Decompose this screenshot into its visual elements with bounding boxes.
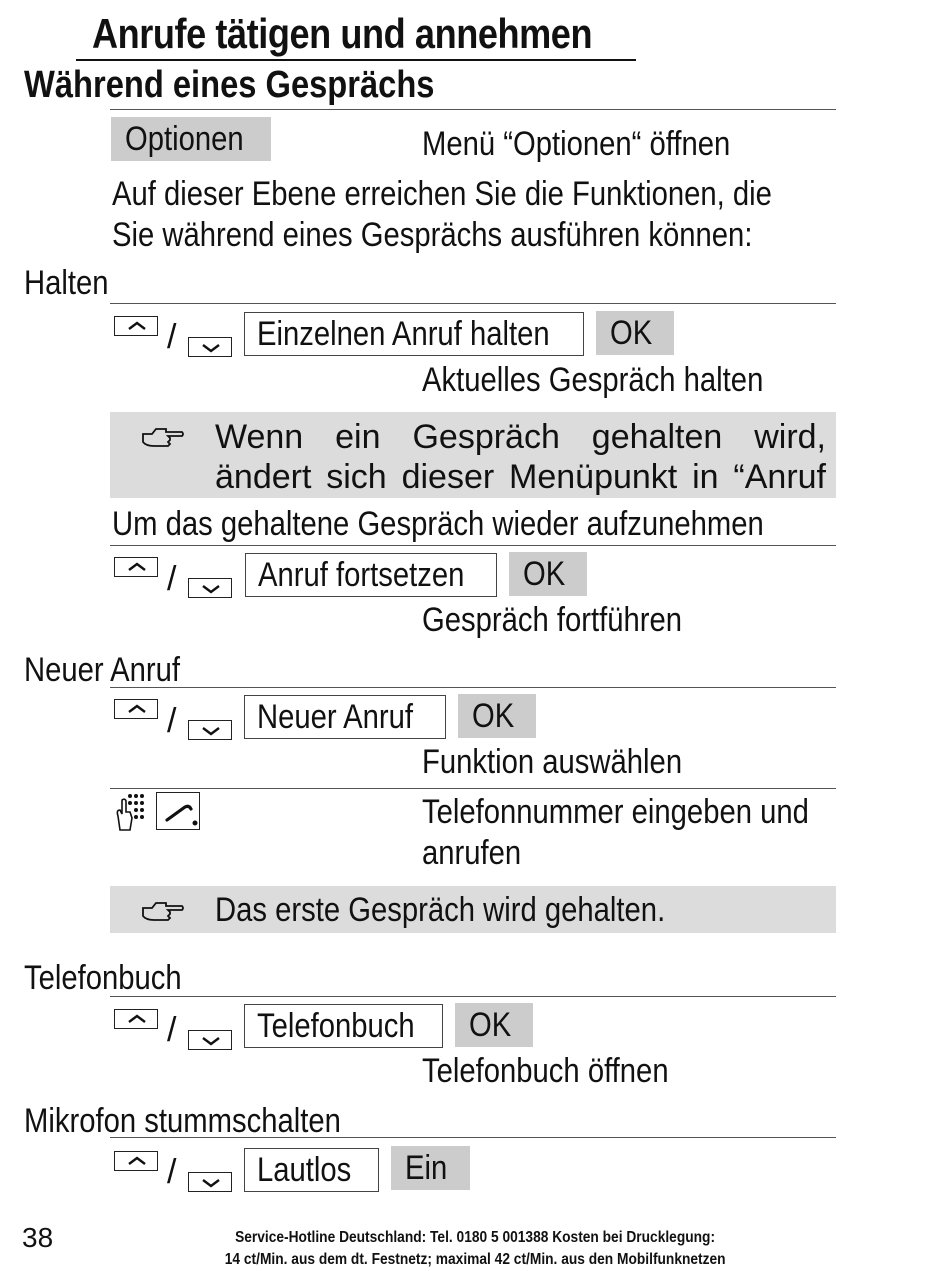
- options-softkey[interactable]: Optionen: [111, 117, 271, 161]
- slash: /: [167, 1153, 177, 1191]
- ok-softkey[interactable]: OK: [596, 311, 674, 355]
- menu-item-lautlos[interactable]: Lautlos: [244, 1148, 379, 1192]
- pointing-hand-icon: [140, 424, 186, 457]
- note-box: [110, 886, 836, 933]
- divider: [110, 996, 836, 997]
- divider: [110, 687, 836, 688]
- intro-text-line2: Sie während eines Gesprächs ausführen können:: [112, 216, 753, 254]
- note-text: Wenn ein Gespräch gehalten wird, ändert sich dieser Menüpunkt in “Anruf: [215, 418, 826, 496]
- nav-down-key-icon[interactable]: [188, 1172, 232, 1192]
- note-box: [110, 412, 836, 498]
- heading-halten: Halten: [24, 264, 109, 302]
- dial-description-line1: Telefonnummer eingeben und: [422, 793, 809, 831]
- menu-item-einzelnen-anruf-halten[interactable]: Einzelnen Anruf halten: [244, 312, 584, 356]
- slash: /: [167, 702, 177, 740]
- slash: /: [167, 560, 177, 598]
- options-description: Menü “Optionen“ öffnen: [422, 125, 731, 163]
- heading-telefonbuch: Telefonbuch: [24, 959, 182, 997]
- ok-softkey[interactable]: OK: [458, 694, 536, 738]
- nav-up-key-icon[interactable]: [114, 1009, 158, 1029]
- halten-description: Aktuelles Gespräch halten: [422, 361, 764, 399]
- ein-softkey[interactable]: Ein: [391, 1146, 470, 1190]
- divider: [110, 788, 836, 789]
- nav-up-key-icon[interactable]: [114, 1151, 158, 1171]
- divider: [110, 1137, 836, 1138]
- footer-line1: Service-Hotline Deutschland: Tel. 0180 5 001388 Kosten bei Drucklegung:: [235, 1229, 715, 1246]
- resume-description: Gespräch fortführen: [422, 601, 683, 639]
- pointing-hand-icon: [140, 898, 186, 931]
- call-key-icon[interactable]: [156, 792, 200, 830]
- title-rule: [76, 59, 636, 61]
- page-number: 38: [22, 1222, 54, 1253]
- menu-item-anruf-fortsetzen[interactable]: Anruf fortsetzen: [245, 553, 497, 597]
- menu-item-neuer-anruf[interactable]: Neuer Anruf: [244, 695, 446, 739]
- divider: [110, 303, 836, 304]
- neuer-anruf-description: Funktion auswählen: [422, 743, 683, 781]
- nav-down-key-icon[interactable]: [188, 337, 232, 357]
- heading-mikrofon-stummschalten: Mikrofon stummschalten: [24, 1102, 341, 1140]
- ok-softkey[interactable]: OK: [455, 1003, 533, 1047]
- section-title: Während eines Gesprächs: [24, 64, 435, 106]
- divider: [110, 545, 836, 546]
- dial-description-line2: anrufen: [422, 834, 522, 872]
- nav-down-key-icon[interactable]: [188, 578, 232, 598]
- nav-up-key-icon[interactable]: [114, 316, 158, 336]
- note-text: Das erste Gespräch wird gehalten.: [215, 891, 666, 929]
- nav-down-key-icon[interactable]: [188, 720, 232, 740]
- resume-text: Um das gehaltene Gespräch wieder aufzunehmen: [112, 505, 764, 543]
- page-title: Anrufe tätigen und annehmen: [92, 10, 593, 57]
- ok-softkey[interactable]: OK: [509, 552, 587, 596]
- footer-line2: 14 ct/Min. aus dem dt. Festnetz; maximal 42 ct/Min. aus den Mobilfunknetzen: [224, 1251, 726, 1268]
- nav-up-key-icon[interactable]: [114, 699, 158, 719]
- nav-down-key-icon[interactable]: [188, 1030, 232, 1050]
- telefonbuch-description: Telefonbuch öffnen: [422, 1052, 669, 1090]
- heading-neuer-anruf: Neuer Anruf: [24, 651, 181, 689]
- nav-up-key-icon[interactable]: [114, 557, 158, 577]
- divider: [110, 109, 836, 110]
- intro-text-line1: Auf dieser Ebene erreichen Sie die Funktionen, die: [112, 175, 772, 213]
- keypad-hand-icon[interactable]: [112, 792, 150, 837]
- menu-item-telefonbuch[interactable]: Telefonbuch: [244, 1004, 443, 1048]
- slash: /: [167, 318, 177, 356]
- slash: /: [167, 1011, 177, 1049]
